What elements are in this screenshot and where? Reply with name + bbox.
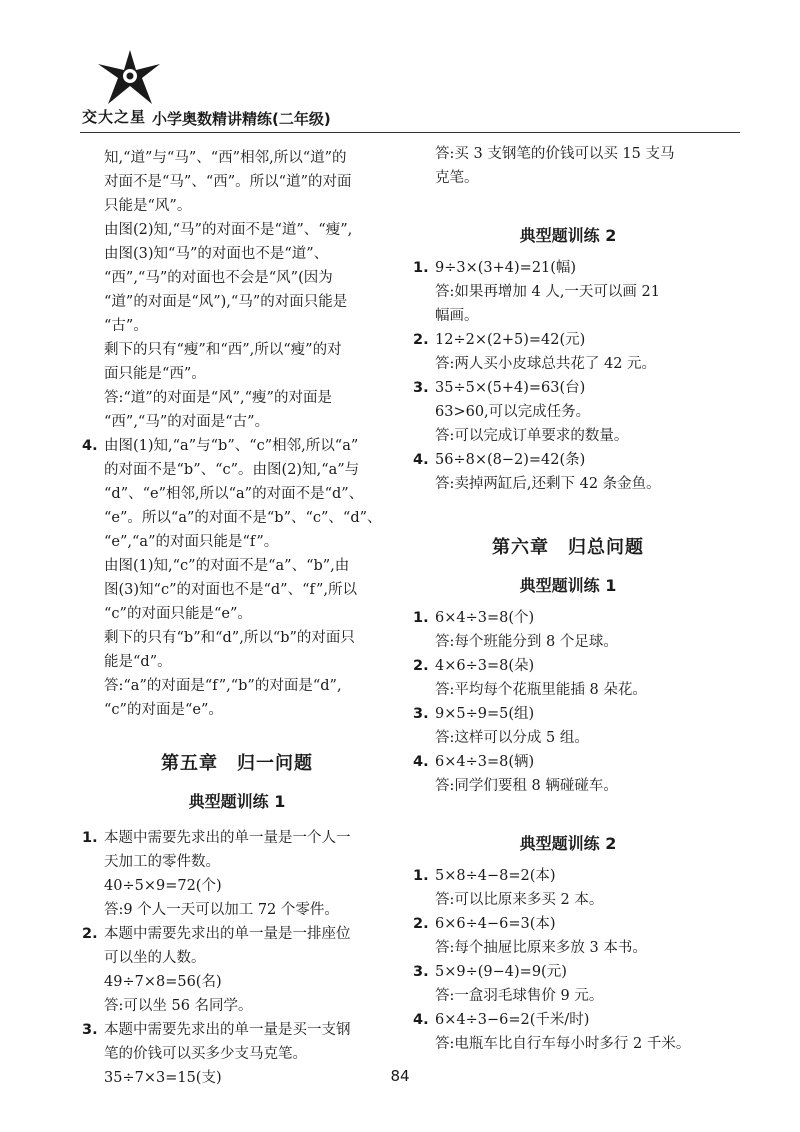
text-line: 由图(1)知,“a”与“b”、“c”相邻,所以“a” (104, 438, 359, 454)
text-line: 幅画。 (435, 308, 479, 324)
text-line: “c”的对面只能是“e”。 (104, 606, 252, 622)
text-line: 答:同学们要租 8 辆碰碰车。 (435, 778, 618, 794)
right-column (413, 142, 723, 1056)
list-item (413, 654, 723, 678)
list-item (413, 1008, 723, 1032)
text-line: 答:平均每个花瓶里能插 8 朵花。 (435, 682, 647, 698)
text-line: 由图(2)知,“马”的对面不是“道”、“瘦”, (104, 222, 353, 238)
text-line: 答:每个抽屉比原来多放 3 本书。 (435, 940, 647, 956)
list-item (413, 960, 723, 984)
item-number: 2. (413, 658, 429, 674)
text-line: 56÷8×(8−2)=42(条) (435, 452, 586, 468)
list-item (413, 328, 723, 352)
item-number: 1. (82, 830, 98, 846)
text-line: 可以坐的人数。 (104, 950, 206, 966)
text-line: 35÷5×(5+4)=63(台) (435, 380, 586, 396)
text-line: 本题中需要先求出的单一量是买一支钢 (104, 1022, 351, 1038)
text-line: 5×9÷(9−4)=9(元) (435, 964, 567, 980)
chapter-heading: 第五章 归一问题 (161, 753, 313, 774)
list-item (82, 1018, 392, 1042)
section-heading: 典型题训练 1 (519, 576, 617, 595)
book-title: 小学奥数精讲精练(二年级) (152, 110, 331, 128)
section-heading: 典型题训练 1 (188, 792, 286, 811)
list-item (413, 912, 723, 936)
text-line: 答:电瓶车比自行车每小时多行 2 千米。 (435, 1036, 691, 1052)
text-line: “e”。所以“a”的对面不是“b”、“c”、“d”、 (104, 510, 382, 526)
text-line: “d”、“e”相邻,所以“a”的对面不是“d”、 (104, 486, 364, 502)
text-line: 剩下的只有“瘦”和“西”,所以“瘦”的对 (104, 342, 342, 358)
text-line: 答:如果再增加 4 人,一天可以画 21 (435, 284, 660, 300)
text-line: 5×8÷4−8=2(本) (435, 868, 556, 884)
text-line: 面只能是“西”。 (104, 366, 206, 382)
item-number: 3. (82, 1022, 98, 1038)
list-item (413, 376, 723, 400)
text-line: 答:“道”的对面是“风”,“瘦”的对面是 (104, 390, 332, 406)
list-item (413, 750, 723, 774)
text-line: 笔的价钱可以买多少支马克笔。 (104, 1046, 307, 1062)
text-line: 答:卖掉两缸后,还剩下 42 条金鱼。 (435, 476, 661, 492)
text-line: 克笔。 (435, 170, 479, 186)
text-line: 答:这样可以分成 5 组。 (435, 730, 589, 746)
item-number: 4. (413, 1012, 429, 1028)
text-line: 只能是“风”。 (104, 198, 192, 214)
list-item (82, 826, 392, 850)
text-line: 答:可以比原来多买 2 本。 (435, 892, 604, 908)
text-line: “c”的对面是“e”。 (104, 702, 223, 718)
chapter-heading: 第六章 归总问题 (492, 537, 644, 558)
list-item (82, 434, 392, 458)
list-item (413, 702, 723, 726)
section-heading: 典型题训练 2 (519, 834, 617, 853)
text-line: 6×4÷3=8(个) (435, 610, 535, 626)
list-item (413, 256, 723, 280)
text-line: 答:两人买小皮球总共花了 42 元。 (435, 356, 657, 372)
section-heading: 典型题训练 2 (519, 226, 617, 245)
brand-name: 交大之星 (82, 108, 147, 126)
text-line: 图(3)知“c”的对面也不是“d”、“f”,所以 (104, 582, 357, 598)
text-line: 答:可以坐 56 名同学。 (104, 998, 253, 1014)
item-number: 4. (413, 754, 429, 770)
page-number: 84 (390, 1067, 410, 1085)
text-line: 知,“道”与“马”、“西”相邻,所以“道”的 (104, 150, 347, 166)
text-line: 答:“a”的对面是“f”,“b”的对面是“d”, (104, 678, 342, 694)
list-item (413, 606, 723, 630)
star-logo-icon (90, 48, 170, 108)
left-column (82, 142, 392, 1090)
item-number: 2. (413, 916, 429, 932)
item-number: 3. (413, 380, 429, 396)
text-line: 答:可以完成订单要求的数量。 (435, 428, 629, 444)
text-line: 6×4÷3−6=2(千米/时) (435, 1012, 590, 1028)
item-number: 3. (413, 964, 429, 980)
text-line: “西”,“马”的对面也不会是“风”(因为 (104, 270, 333, 286)
text-line: 12÷2×(2+5)=42(元) (435, 332, 586, 348)
list-item (413, 448, 723, 472)
text-line: “古”。 (104, 318, 148, 334)
text-line: 由图(1)知,“c”的对面不是“a”、“b”,由 (104, 558, 350, 574)
text-line: 49÷7×8=56(名) (104, 974, 222, 990)
text-line: “西”,“马”的对面是“古”。 (104, 414, 270, 430)
text-line: 63>60,可以完成任务。 (435, 404, 591, 420)
text-line: “道”的对面是“风”),“马”的对面只能是 (104, 294, 348, 310)
text-line: 9÷3×(3+4)=21(幅) (435, 260, 577, 276)
header-divider (80, 132, 740, 133)
text-line: “e”,“a”的对面只能是“f”。 (104, 534, 279, 550)
item-number: 4. (413, 452, 429, 468)
page-header (60, 48, 760, 138)
item-number: 4. (82, 438, 98, 454)
list-item (82, 922, 392, 946)
text-line: 由图(3)知“马”的对面也不是“道”、 (104, 246, 329, 262)
text-line: 35÷7×3=15(支) (104, 1070, 222, 1086)
text-line: 剩下的只有“b”和“d”,所以“b”的对面只 (104, 630, 355, 646)
text-line: 的对面不是“b”、“c”。由图(2)知,“a”与 (104, 462, 360, 478)
text-line: 能是“d”。 (104, 654, 172, 670)
item-number: 1. (413, 260, 429, 276)
text-line: 6×4÷3=8(辆) (435, 754, 535, 770)
text-line: 答:9 个人一天可以加工 72 个零件。 (104, 902, 339, 918)
text-line: 6×6÷4−6=3(本) (435, 916, 556, 932)
text-line: 答:买 3 支钢笔的价钱可以买 15 支马 (435, 146, 675, 162)
text-line: 4×6÷3=8(朵) (435, 658, 535, 674)
item-number: 1. (413, 610, 429, 626)
item-number: 1. (413, 868, 429, 884)
item-number: 2. (82, 926, 98, 942)
text-line: 9×5÷9=5(组) (435, 706, 535, 722)
text-line: 本题中需要先求出的单一量是一排座位 (104, 926, 351, 942)
text-line: 天加工的零件数。 (104, 854, 220, 870)
item-number: 2. (413, 332, 429, 348)
text-line: 40÷5×9=72(个) (104, 878, 222, 894)
list-item (413, 864, 723, 888)
text-line: 答:每个班能分到 8 个足球。 (435, 634, 618, 650)
text-line: 本题中需要先求出的单一量是一个人一 (104, 830, 351, 846)
text-line: 答:一盒羽毛球售价 9 元。 (435, 988, 604, 1004)
item-number: 3. (413, 706, 429, 722)
text-line: 对面不是“马”、“西”。所以“道”的对面 (104, 174, 352, 190)
